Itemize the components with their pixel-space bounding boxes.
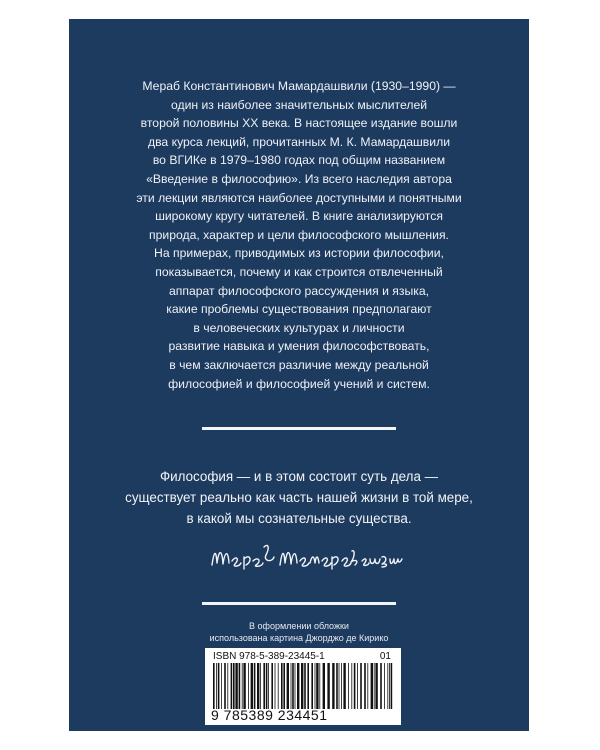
description-line: показывается, почему и как строится отвлеченный <box>155 264 443 279</box>
book-description <box>89 77 509 393</box>
description-line: какие проблемы существования предполагают <box>166 302 432 317</box>
description-line: На примерах, приводимых из истории философии, <box>154 246 444 261</box>
ean-digits: 9 785389 234451 <box>211 707 328 723</box>
author-quote <box>89 466 509 529</box>
description-line: в чем заключается различие между реальной <box>169 357 429 372</box>
credit-line: В оформлении обложки <box>249 621 349 631</box>
divider-top <box>202 427 396 430</box>
description-line: два курса лекций, прочитанных М. К. Мамардашвили <box>147 134 451 149</box>
description-line: эти лекции являются наиболее доступными и понятными <box>136 190 462 205</box>
quote-line: существует реально как часть нашей жизни в той мере, <box>125 490 473 505</box>
description-line: в человеческих культурах и личности <box>193 320 405 335</box>
description-line: второй половины XX века. В настоящее издание вошли <box>140 116 458 131</box>
description-line: широкому кругу читателей. В книге анализируются <box>155 209 443 224</box>
description-line: «Введение в философию». Из всего наследия автора <box>146 171 452 186</box>
quote-line: в какой мы сознательные существа. <box>186 511 412 526</box>
isbn-number: ISBN 978-5-389-23445-1 <box>213 651 325 662</box>
back-cover <box>69 19 529 731</box>
credit-line: использована картина Джорджо де Кирико <box>209 632 389 643</box>
description-line: природа, характер и цели философского мышления. <box>149 227 449 242</box>
description-line: развитие навыка и умения философствовать, <box>168 339 430 354</box>
description-line: философией и философией учений и систем. <box>168 376 430 391</box>
barcode-addon: 01 <box>379 651 391 662</box>
description-line: один из наиболее значительных мыслителей <box>170 97 428 112</box>
description-line: во ВГИКе в 1979–1980 годах под общим названием <box>152 153 446 168</box>
author-signature <box>204 537 404 577</box>
description-line: Мераб Константинович Мамардашвили (1930–1990) — <box>142 79 456 93</box>
quote-line: Философия — и в этом состоит суть дела — <box>159 469 439 484</box>
divider-bottom <box>202 602 396 605</box>
isbn-barcode <box>205 648 401 725</box>
cover-credit <box>89 621 509 644</box>
barcode-bars <box>209 663 397 709</box>
description-line: аппарат философского рассуждения и языка, <box>168 283 430 298</box>
